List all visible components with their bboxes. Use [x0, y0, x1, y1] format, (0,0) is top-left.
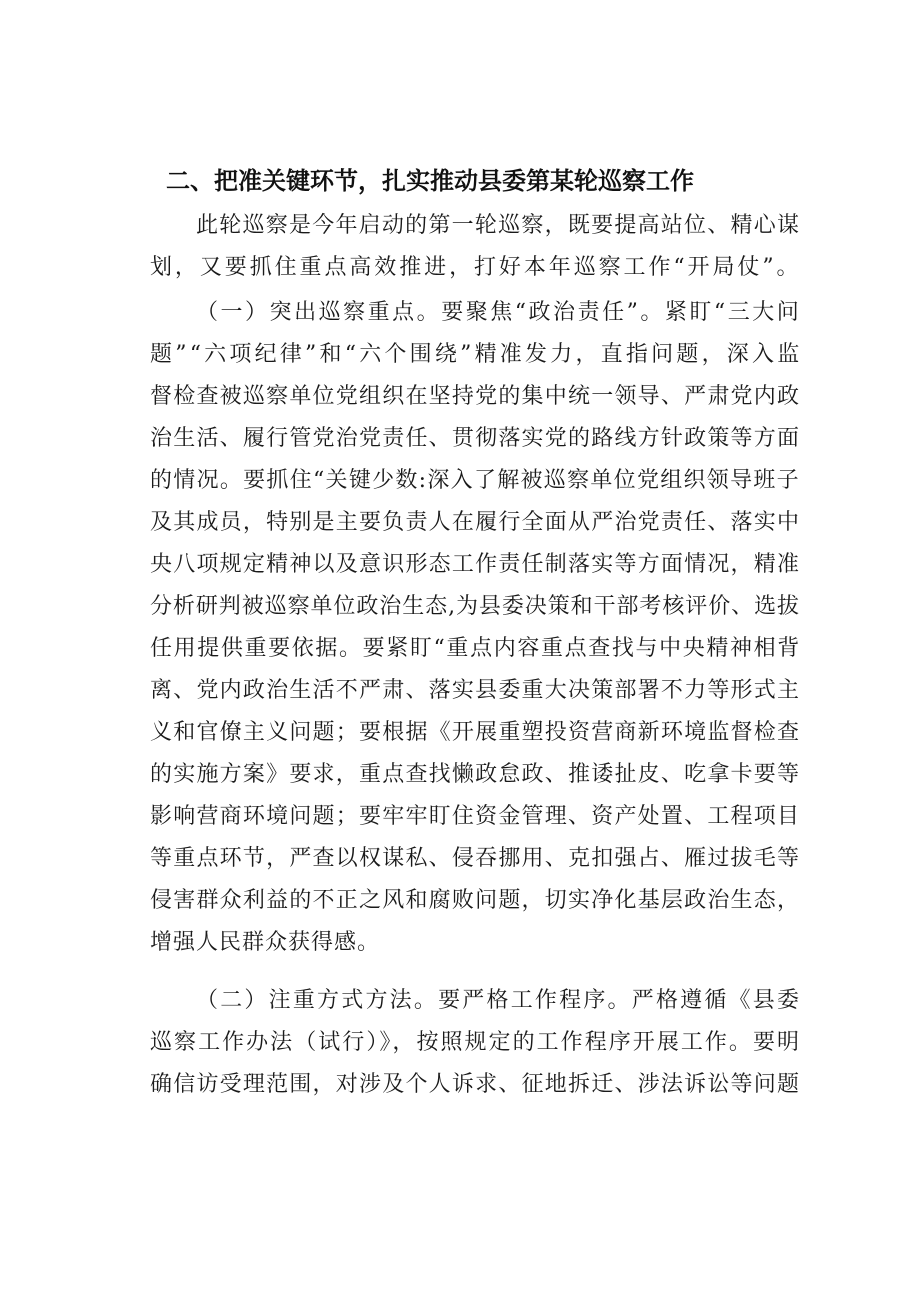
paragraph-line: 任用提供重要依据。要紧盯“重点内容重点查找与中央精神相背	[150, 636, 801, 661]
section-heading: 二、把准关键环节，扎实推动县委第某轮巡察工作	[166, 167, 694, 195]
paragraph-line: 的情况。要抓住“关键少数:深入了解被巡察单位党组织领导班子	[150, 468, 800, 493]
paragraph-line: 确信访受理范围，对涉及个人诉求、征地拆迁、涉法诉讼等问题	[150, 1072, 801, 1097]
paragraph-line: 影响营商环境问题；要牢牢盯住资金管理、资产处置、工程项目	[150, 804, 801, 829]
paragraph-line: 央八项规定精神以及意识形态工作责任制落实等方面情况，精准	[150, 552, 801, 577]
paragraph-line: 的实施方案》要求，重点查找懒政怠政、推诿扯皮、吃拿卡要等	[150, 762, 801, 787]
paragraph-line: 及其成员，特别是主要负责人在履行全面从严治党责任、落实中	[150, 510, 801, 535]
paragraph-line: 划，又要抓住重点高效推进，打好本年巡察工作“开局仗”。	[150, 255, 802, 280]
paragraph-line: 题”“六项纪律”和“六个围绕”精准发力，直指问题，深入监	[150, 342, 803, 367]
paragraph-line: 督检查被巡察单位党组织在坚持党的集中统一领导、严肃党内政	[150, 384, 801, 409]
paragraph-line: 义和官僚主义问题；要根据《开展重塑投资营商新环境监督检查	[150, 720, 801, 745]
paragraph-line: （一）突出巡察重点。要聚焦“政治责任”。紧盯“三大问	[196, 300, 802, 325]
paragraph-line: 侵害群众利益的不正之风和腐败问题，切实净化基层政治生态，	[150, 888, 801, 913]
paragraph-line: （二）注重方式方法。要严格工作程序。严格遵循《县委	[196, 988, 802, 1013]
paragraph-line: 分析研判被巡察单位政治生态,为县委决策和干部考核评价、选拔	[150, 594, 800, 619]
paragraph-line: 治生活、履行管党治党责任、贯彻落实党的路线方针政策等方面	[150, 426, 801, 451]
paragraph-line: 此轮巡察是今年启动的第一轮巡察，既要提高站位、精心谋	[196, 213, 801, 238]
paragraph-line: 巡察工作办法（试行）》，按照规定的工作程序开展工作。要明	[150, 1030, 802, 1055]
paragraph-line: 增强人民群众获得感。	[150, 930, 381, 955]
paragraph-line: 等重点环节，严查以权谋私、侵吞挪用、克扣强占、雁过拔毛等	[150, 846, 801, 871]
paragraph-line: 离、党内政治生活不严肃、落实县委重大决策部署不力等形式主	[150, 678, 801, 703]
